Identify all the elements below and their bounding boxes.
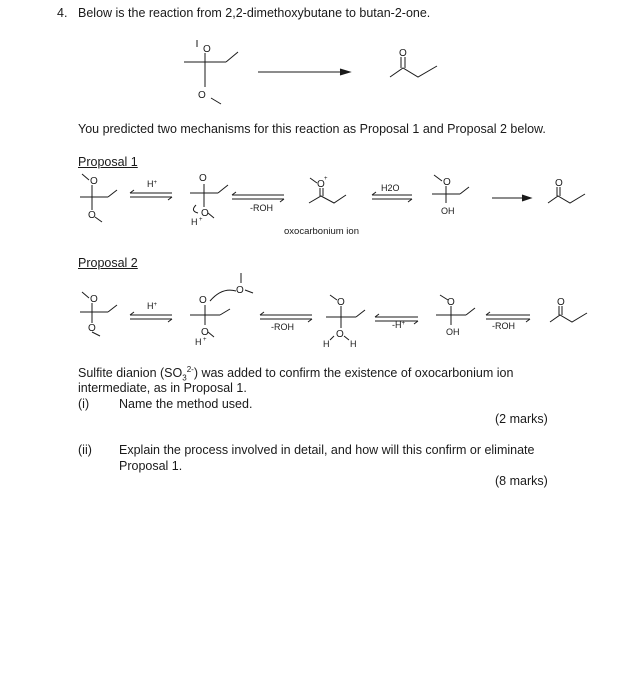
svg-text:+: +: [324, 176, 328, 182]
svg-text:H: H: [191, 217, 198, 227]
question-number: 4.: [57, 6, 68, 20]
svg-text:O: O: [443, 177, 451, 188]
svg-text:H2O: H2O: [381, 183, 400, 193]
p2-hemiacetal: [436, 295, 475, 337]
svg-text:O: O: [88, 323, 96, 334]
svg-text:H: H: [350, 339, 357, 349]
part-i-text: Name the method used.: [119, 397, 253, 411]
svg-text:O: O: [447, 297, 455, 308]
svg-text:O: O: [399, 48, 407, 59]
p1-butanone: [548, 178, 585, 203]
svg-text:OH: OH: [441, 206, 455, 216]
dimethoxybutane-structure: [184, 40, 238, 104]
svg-text:O: O: [555, 178, 563, 189]
svg-text:-H+: -H+: [392, 320, 406, 330]
svg-text:O: O: [201, 327, 209, 338]
part-ii-marks: (8 marks): [495, 474, 548, 488]
part-ii-line-2: Proposal 1.: [119, 459, 183, 473]
p1-oxocarbonium-ion: [309, 176, 346, 203]
p2-butanone: [550, 297, 587, 322]
p1-equilibrium-1: [130, 179, 172, 200]
intro-text: You predicted two mechanisms for this reaction as Proposal 1 and Proposal 2 below.: [78, 122, 546, 136]
part-ii-line-1: Explain the process involved in detail, and how will this confirm or eliminate: [119, 443, 535, 457]
sulfite-line-1: Sulfite dianion $(SO_3^{2-})$ was added to confirm the existence of oxocarbonium ion: [78, 365, 514, 383]
p1-hemiacetal: [432, 175, 469, 216]
p1-protonated-intermediate: [190, 173, 228, 227]
svg-text:O: O: [88, 210, 96, 221]
p2-dimethoxybutane: [80, 292, 117, 336]
svg-text:O: O: [199, 295, 207, 306]
svg-text:O: O: [336, 329, 344, 340]
p2-protonated-intermediate: [190, 273, 253, 347]
p1-equilibrium-3: [372, 183, 412, 202]
proposal-2-scheme: [0, 265, 618, 355]
main-reaction-scheme: [0, 0, 618, 120]
part-i-marks: (2 marks): [495, 412, 548, 426]
svg-text:O: O: [90, 176, 98, 187]
p1-equilibrium-2: [232, 192, 284, 213]
part-ii-label: (ii): [78, 443, 92, 457]
svg-text:H: H: [195, 337, 202, 347]
svg-text:-ROH: -ROH: [250, 203, 273, 213]
svg-text:+: +: [203, 337, 207, 343]
proposal-2-title: Proposal 2: [78, 256, 138, 270]
proposal-1-title: Proposal 1: [78, 155, 138, 169]
p2-equilibrium-3: [375, 314, 418, 330]
svg-text:H: H: [323, 339, 330, 349]
svg-text:OH: OH: [446, 327, 460, 337]
svg-text:O: O: [199, 173, 207, 184]
svg-text:O: O: [236, 285, 244, 296]
question-text: Below is the reaction from 2,2-dimethoxybutane to butan-2-one.: [78, 6, 431, 20]
svg-text:H+: H+: [147, 179, 158, 189]
p2-equilibrium-4: [486, 312, 530, 331]
svg-text:O: O: [203, 44, 211, 55]
svg-text:O: O: [201, 208, 209, 219]
p2-equilibrium-1: [130, 301, 172, 322]
svg-text:H+: H+: [147, 301, 158, 311]
svg-text:+: +: [199, 217, 203, 223]
butanone-structure: [390, 48, 437, 77]
svg-text:-ROH: -ROH: [492, 321, 515, 331]
reaction-arrow: [258, 69, 350, 75]
oxocarbonium-ion-label: oxocarbonium ion: [284, 226, 359, 237]
sulfite-line-2: intermediate, as in Proposal 1.: [78, 381, 247, 395]
svg-text:O: O: [90, 294, 98, 305]
p1-forward-arrow: [492, 195, 531, 201]
part-i-label: (i): [78, 397, 90, 411]
p2-equilibrium-2: [260, 312, 312, 332]
svg-text:O: O: [337, 297, 345, 308]
svg-text:O: O: [557, 297, 565, 308]
p1-dimethoxybutane: [80, 174, 117, 222]
svg-text:-ROH: -ROH: [271, 322, 294, 332]
svg-text:O: O: [198, 90, 206, 101]
p2-hydrated-intermediate: [323, 295, 365, 349]
svg-text:O: O: [317, 179, 325, 190]
